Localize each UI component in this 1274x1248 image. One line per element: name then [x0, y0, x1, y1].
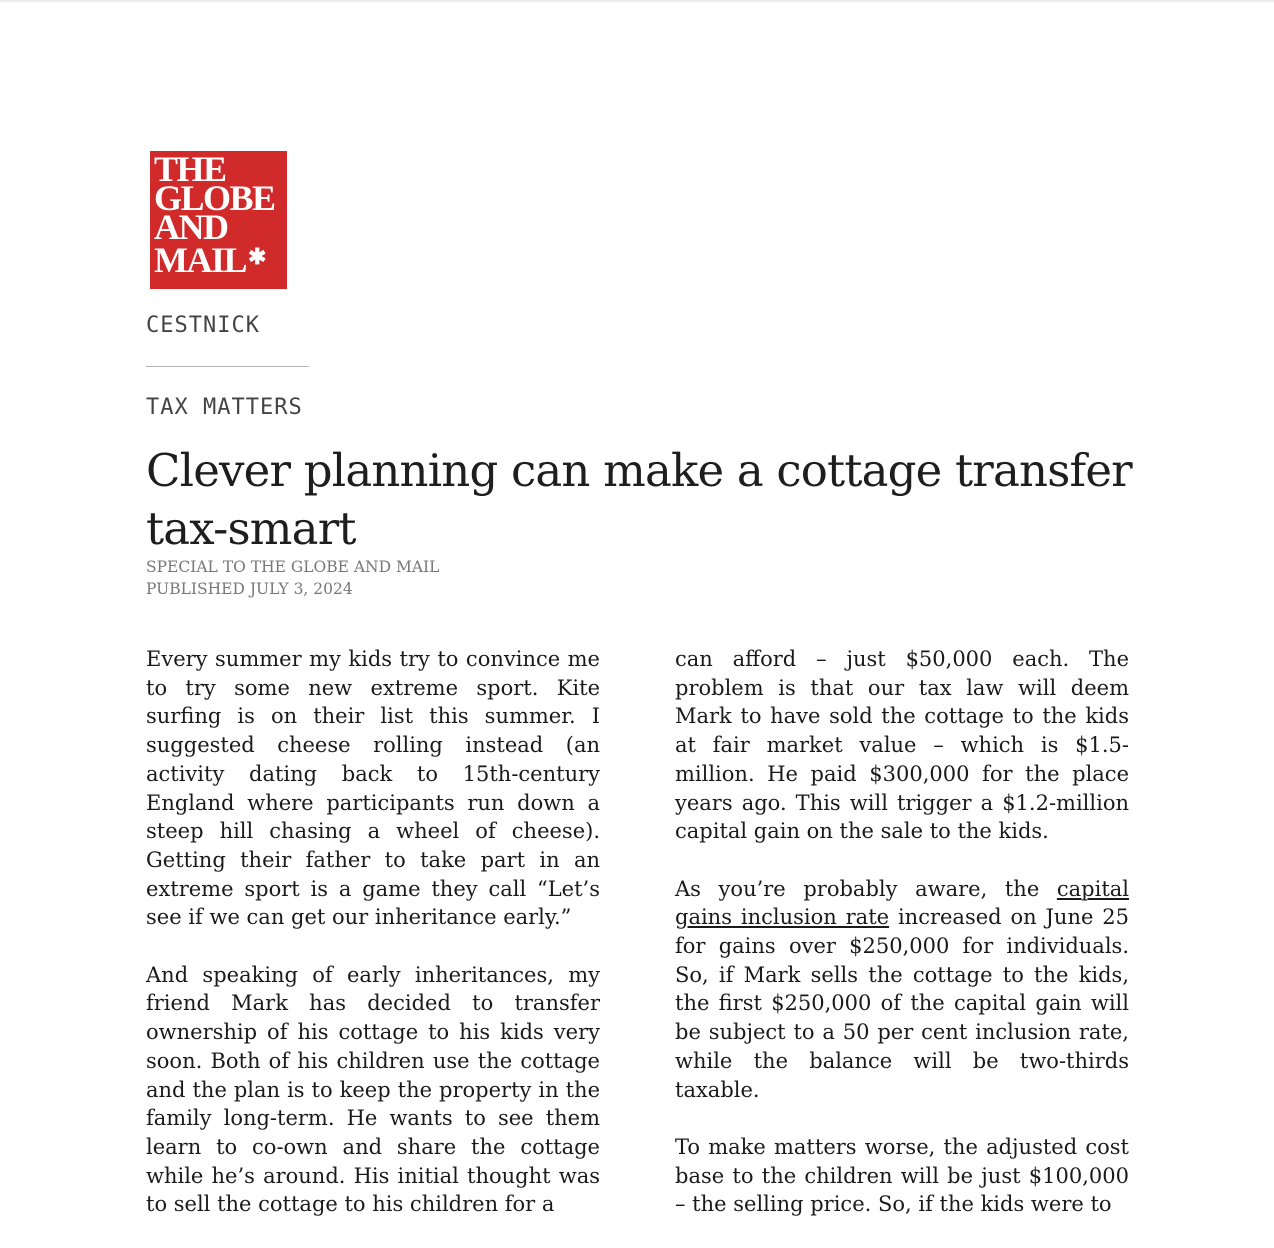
paragraph: And speaking of early inheritances, my friend Mark has decided to transfer ownership of his cottage to his kids very soon. Both of his children use the cottage and the plan is to keep the property in the family long-term. He wants to see them learn to co-own and share the cottage while he’s around. His initial thought was to sell the cottage to his children for a [146, 962, 600, 1217]
byline: SPECIAL TO THE GLOBE AND MAIL [146, 558, 440, 576]
paragraph-text: increased on June 25 for gains over $250,000 for individuals. So, if Mark sells the cottage to the kids, the first $250,000 of the capital gain will be subject to a 50 per cent inclusion rate, while the balance will be two-thirds taxable. [675, 905, 1130, 1102]
page-top-edge [0, 0, 1274, 3]
article-column-right [675, 645, 1129, 1248]
logo-line: THE [154, 151, 226, 189]
article-column-left [146, 645, 600, 1248]
paragraph-with-link [675, 875, 1129, 1105]
globe-and-mail-logo[interactable] [150, 151, 287, 289]
paragraph: Every summer my kids try to convince me to try some new extreme sport. Kite surfing is on their list this summer. I suggested cheese rolling instead (an activity dating back to 15th-century England where participants run down a steep hill chasing a wheel of cheese). Getting their father to take part in an extreme sport is a game they call “Let’s see if we can get our inheritance early.” [146, 647, 600, 930]
logo-line: AND [154, 207, 228, 247]
article-headline: Clever planning can make a cottage transfer tax-smart [146, 444, 1132, 555]
columnist-name[interactable]: CESTNICK [146, 313, 260, 338]
paragraph-text: As you’re probably aware, the [675, 876, 1057, 901]
paragraph: To make matters worse, the adjusted cost base to the children will be just $100,000 – the selling price. So, if the kids were to [675, 1134, 1129, 1217]
capital-gains-inclusion-rate-link[interactable]: capital gains inclusion rate [675, 876, 1129, 930]
logo-line-with-leaf [154, 240, 287, 280]
maple-leaf-icon: ✱ [248, 244, 265, 269]
paragraph: can afford – just $50,000 each. The problem is that our tax law will deem Mark to have sold the cottage to the kids at fair market value – which is $1.5-million. He paid $300,000 for the place years ago. This will trigger a $1.2-million capital gain on the sale to the kids. [675, 647, 1129, 844]
logo-line: GLOBE [154, 178, 275, 218]
divider [146, 366, 309, 367]
logo-line: MAIL [154, 240, 246, 280]
publish-date: PUBLISHED JULY 3, 2024 [146, 580, 353, 598]
section-label[interactable]: TAX MATTERS [146, 395, 303, 420]
